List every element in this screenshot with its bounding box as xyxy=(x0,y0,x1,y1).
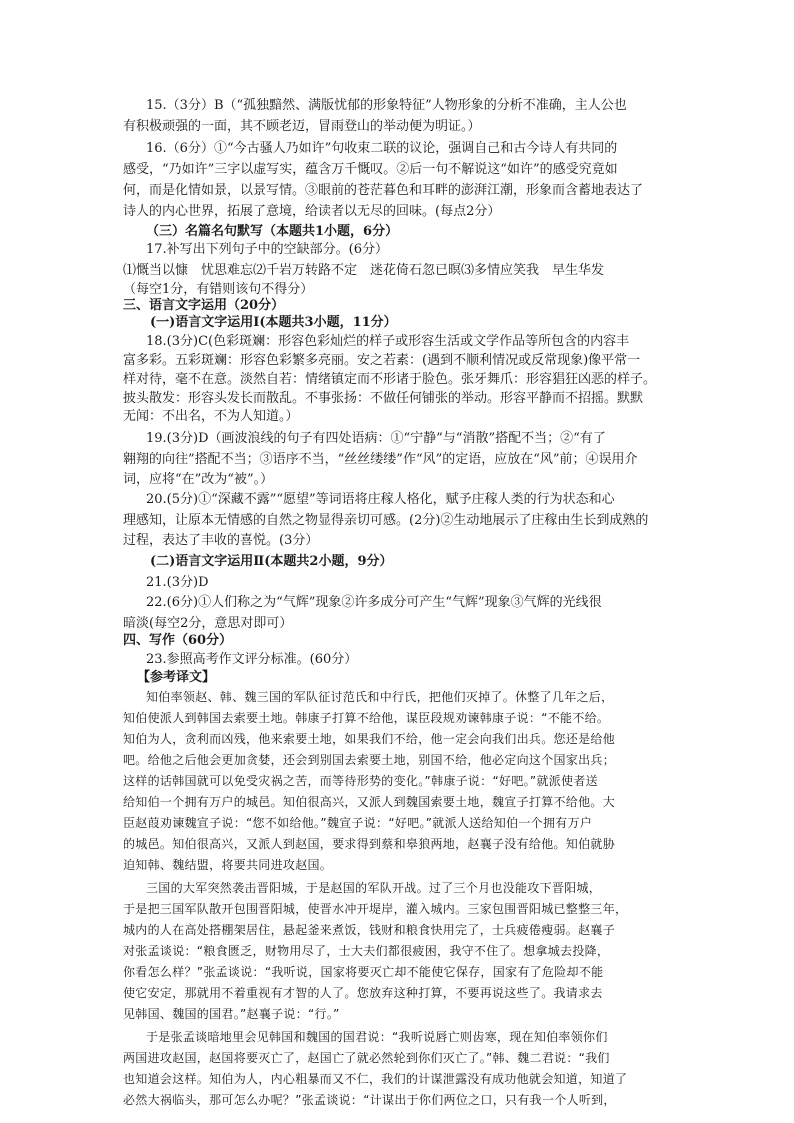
answer-23: 23.参照高考作文评分标准。(60分） xyxy=(146,652,358,667)
answer-22-line-2: 暗淡(每空2分，意思对即可） xyxy=(123,616,293,631)
answer-17-line-2: （每空1分，有错则该句不得分） xyxy=(123,282,314,297)
translation-line: 城内的人在高处搭棚架居住，悬起釜来煮饭，钱财和粮食快用完了，士兵疲倦瘦弱。赵襄子 xyxy=(123,923,616,937)
answer-19-line-1: 19.(3分)D（画波浪线的句子有四处语病：①“宁静”与“消散”搭配不当；②“有了 xyxy=(146,431,606,446)
answer-18-line-1: 18.(3分)C(色彩斑斓：形容色彩灿烂的样子或形容生活或文学作品等所包含的内容丰 xyxy=(146,334,630,349)
section-heading-language: 三、语言文字运用（20分） xyxy=(123,298,285,313)
translation-line: 使它安定，那就用不着重视有才智的人了。您放弃这种打算，不要再说这些了。我请求去 xyxy=(123,986,603,1000)
translation-line: 的城邑。知伯很高兴，又派人到赵国，要求得到蔡和皋狼两地，赵襄子没有给他。知伯就胁 xyxy=(123,837,616,851)
answer-20-line-2: 理感知，让原本无情感的自然之物显得亲切可感。(2分)②生动地展示了庄稼由生长到成熟的 xyxy=(123,513,649,528)
answer-18-line-3: 样对待，毫不在意。淡然自若：情绪镇定而不形诸于脸色。张牙舞爪：形容猖狂凶恶的样子。 xyxy=(123,372,657,387)
reference-translation-heading: 【参考译文】 xyxy=(137,670,216,685)
answer-16-line-4: 诗人的内心世界，拓展了意境，给读者以无尽的回味。(每点2分） xyxy=(123,204,501,219)
answer-15-line-2: 有积极顽强的一面，其不顾老迈，冒雨登山的举动便为明证。） xyxy=(123,119,481,134)
translation-line: 这样的话韩国就可以免受灾祸之苦，而等待形势的变化。”韩康子说：“好吧。”就派使者送 xyxy=(123,774,598,788)
answer-21: 21.(3分)D xyxy=(146,575,209,590)
section-heading-3: （三）名篇名句默写（本题共1小题，6分） xyxy=(146,224,399,239)
section-heading-writing: 四、写作（60分） xyxy=(123,633,233,648)
translation-line: 于是张孟谈暗地里会见韩国和魏国的国君说：“我听说唇亡则齿寒，现在知伯率领你们 xyxy=(146,1030,608,1044)
subsection-heading-1: (一)语言文字运用Ⅰ(本题共3小题，11分） xyxy=(150,315,397,330)
translation-line: 给知伯一个拥有万户的城邑。知伯很高兴，又派人到魏国索要土地，魏宣子打算不给他。大 xyxy=(123,795,616,809)
answer-18-line-4: 披头散发：形容头发长而散乱。不事张扬：不做任何铺张的举动。形容平静而不招摇。默默 xyxy=(123,391,644,406)
answer-18-line-5: 无闻：不出名，不为人知道。） xyxy=(123,409,299,424)
answer-17-line-1: ⑴慨当以慷 忧思难忘⑵千岩万转路不定 迷花倚石忽已暝⑶多情应笑我 早生华发 xyxy=(123,263,605,278)
answer-17-prompt: 17.补写出下列句子中的空缺部分。(6分） xyxy=(146,242,389,257)
answer-20-line-1: 20.(5分)①“深藏不露”“愿望”等词语将庄稼人格化，赋予庄稼人类的行为状态和心 xyxy=(146,492,615,507)
answer-15-line-1: 15.（3分）B（“孤独黯然、满版忧郁的形象特征”人物形象的分析不准确，主人公也 xyxy=(146,98,627,113)
translation-line: 知伯为人，贪利而凶残，他来索要土地，如果我们不给，他一定会向我们出兵。您还是给他 xyxy=(123,732,616,746)
subsection-heading-2: (二)语言文字运用Ⅱ(本题共2小题，9分） xyxy=(150,554,393,569)
answer-19-line-2: 翱翔的向往”搭配不当；③语序不当，“丝丝缕缕”作“风”的定语，应放在“风”前；④误用介 xyxy=(123,452,638,467)
translation-line: 也知道会这样。知伯为人，内心粗暴而又不仁，我们的计谋泄露没有成功他就会知道，知道了 xyxy=(123,1072,628,1086)
answer-22-line-1: 22.(6分)①人们称之为“气辉”现象②许多成分可产生“气辉”现象③气辉的光线很 xyxy=(146,595,602,610)
translation-line: 对张孟谈说：“粮食匮乏，财物用尽了，士大夫们都很疲困，我守不住了。想拿城去投降， xyxy=(123,944,610,958)
translation-line: 知伯使派人到韩国去索要土地。韩康子打算不给他，谋臣段规劝谏韩康子说：“不能不给。 xyxy=(123,711,610,725)
translation-line: 见韩国、魏国的国君。”赵襄子说：“行。” xyxy=(123,1007,340,1021)
translation-line: 迫知韩、魏结盟，将要共同进攻赵国。 xyxy=(123,858,333,872)
answer-16-line-3: 何，而是化情如景，以景写情。③眼前的苍茫暮色和耳畔的澎湃江潮，形象而含蓄地表达了 xyxy=(123,183,644,198)
answer-16-line-2: 感受，“乃如许”三字以虚写实，蕴含万千慨叹。②后一句不解说这“如许”的感受究竟如 xyxy=(123,162,618,177)
answer-19-line-3: 词，应将“在”改为“被”。） xyxy=(123,472,274,487)
answer-16-line-1: 16.（6分）①“今古骚人乃如许”句收束二联的议论，强调自己和古今诗人有共同的 xyxy=(146,141,618,156)
translation-line: 三国的大军突然袭击晋阳城，于是赵国的军队开战。过了三个月也没能攻下晋阳城， xyxy=(146,881,602,895)
translation-line: 臣赵葭劝谏魏宣子说：“您不如给他。”魏宣子说：“好吧。”就派人送给知伯一个拥有万户 xyxy=(123,816,593,830)
translation-line: 你看怎么样？”张孟谈说：“我听说，国家将要灭亡却不能使它保存，国家有了危险却不能 xyxy=(123,965,604,979)
translation-line: 两国进攻赵国，赵国将要灭亡了，赵国亡了就必然轮到你们灭亡了。”韩、魏二君说：“我们 xyxy=(123,1051,610,1065)
translation-line: 吧。给他之后他会更加贪婪，还会到别国去索要土地，别国不给，他必定向这个国家出兵； xyxy=(123,753,616,767)
translation-line: 知伯率领赵、韩、魏三国的军队征讨范氏和中行氏，把他们灭掉了。休整了几年之后， xyxy=(146,690,614,704)
translation-line: 于是把三国军队散开包围晋阳城，使晋水冲开堤岸，灌入城内。三家包围晋阳城已整整三年， xyxy=(123,902,628,916)
answer-18-line-2: 富多彩。五彩斑斓：形容色彩繁多亮丽。安之若素：(遇到不顺利情况或反常现象)像平常一 xyxy=(123,353,641,368)
answer-20-line-3: 过程，表达了丰收的喜悦。(3分） xyxy=(123,533,319,548)
translation-line: 必然大祸临头，那可怎么办呢？”张孟谈说：“计谋出于你们两位之口，只有我一个人听到， xyxy=(123,1093,616,1107)
